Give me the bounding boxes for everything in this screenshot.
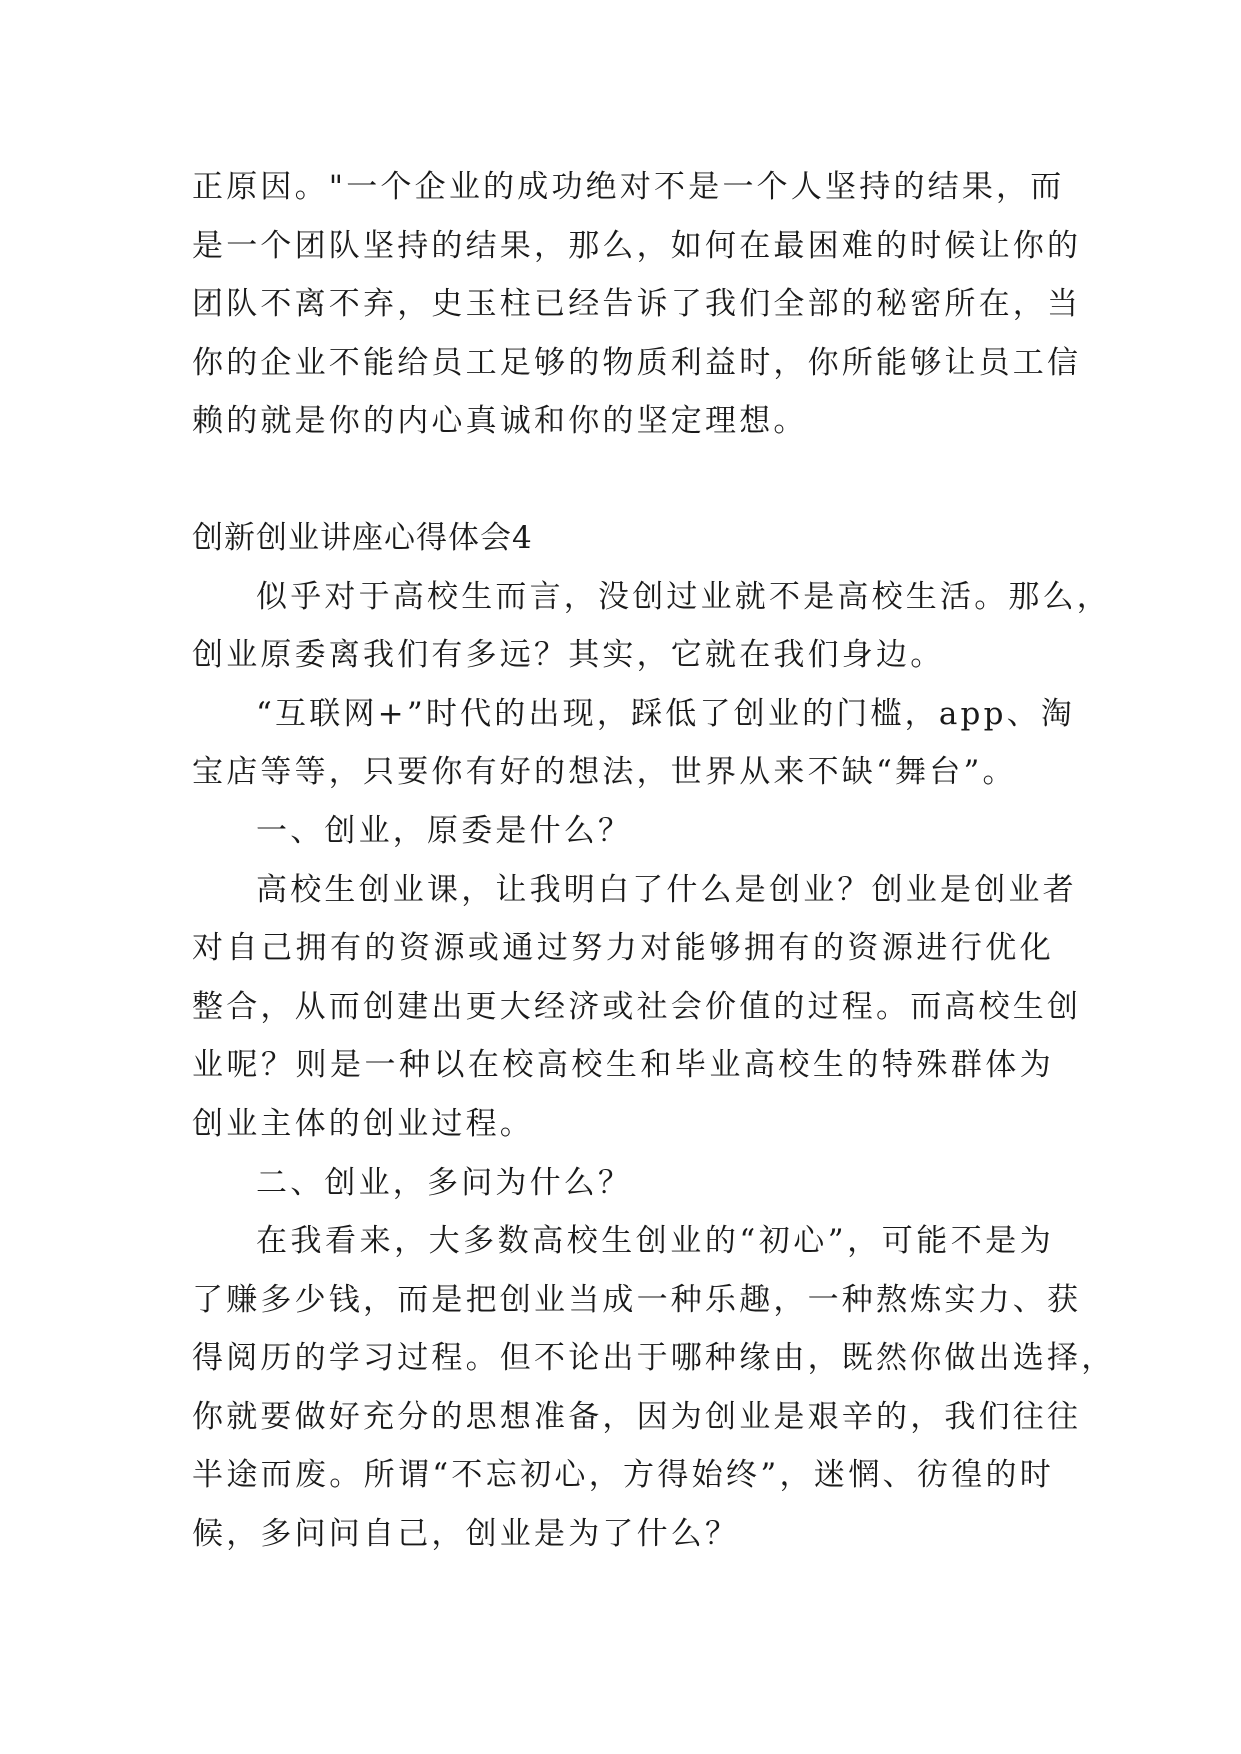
text-line: 创业原委离我们有多远？其实，它就在我们身边。 [192,637,945,674]
text-line: 似乎对于高校生而言，没创过业就不是高校生活。那么， [256,578,1111,615]
text-line: 你的企业不能给员工足够的物质利益时，你所能够让员工信 [192,344,1082,381]
text-line: 对自己拥有的资源或通过努力对能够拥有的资源进行优化 [192,930,1054,967]
text-line: 了赚多少钱，而是把创业当成一种乐趣，一种熬炼实力、获 [192,1281,1082,1318]
text-line: 团队不离不弃，史玉柱已经告诉了我们全部的秘密所在，当 [192,286,1082,323]
paragraph-definition [192,861,1082,1154]
text-line: 宝店等等，只要你有好的想法，世界从来不缺“舞台”。 [192,754,1017,791]
document-body [192,158,1116,1564]
text-line: 高校生创业课，让我明白了什么是创业？创业是创业者 [256,871,1077,908]
text-line: 在我看来，大多数高校生创业的“初心”，可能不是为 [256,1223,1054,1260]
paragraph-original-intention [192,1212,1116,1564]
text-line: “互联网+”时代的出现，踩低了创业的门槛，app、淘 [256,695,1076,732]
subheading-one [192,802,1054,861]
paragraph-internet-plus [192,685,1076,802]
text-line: 候，多问问自己，创业是为了什么？ [192,1516,740,1553]
paragraph-gap [192,451,1054,509]
text-line: 一、创业，原委是什么？ [256,812,633,849]
text-line: 赖的就是你的内心真诚和你的坚定理想。 [192,403,808,440]
text-line: 半途而废。所谓“不忘初心，方得始终”，迷惘、彷徨的时 [192,1457,1054,1494]
paragraph-intro [192,568,1111,685]
section-heading: 创新创业讲座心得体会4 [192,519,533,556]
text-line: 正原因。"一个企业的成功绝对不是一个人坚持的结果，而 [192,169,1065,205]
text-line: 你就要做好充分的思想准备，因为创业是艰辛的，我们往往 [192,1398,1082,1435]
text-line: 得阅历的学习过程。但不论出于哪种缘由，既然你做出选择， [192,1340,1116,1377]
text-line: 创业主体的创业过程。 [192,1105,534,1142]
subheading-two [192,1154,1054,1213]
text-line: 业呢？则是一种以在校高校生和毕业高校生的特殊群体为 [192,1047,1054,1084]
text-line: 整合，从而创建出更大经济或社会价值的过程。而高校生创 [192,988,1082,1025]
text-line: 二、创业，多问为什么？ [256,1164,633,1201]
paragraph-continuation [192,158,1082,451]
text-line: 是一个团队坚持的结果，那么，如何在最困难的时候让你的 [192,227,1082,264]
